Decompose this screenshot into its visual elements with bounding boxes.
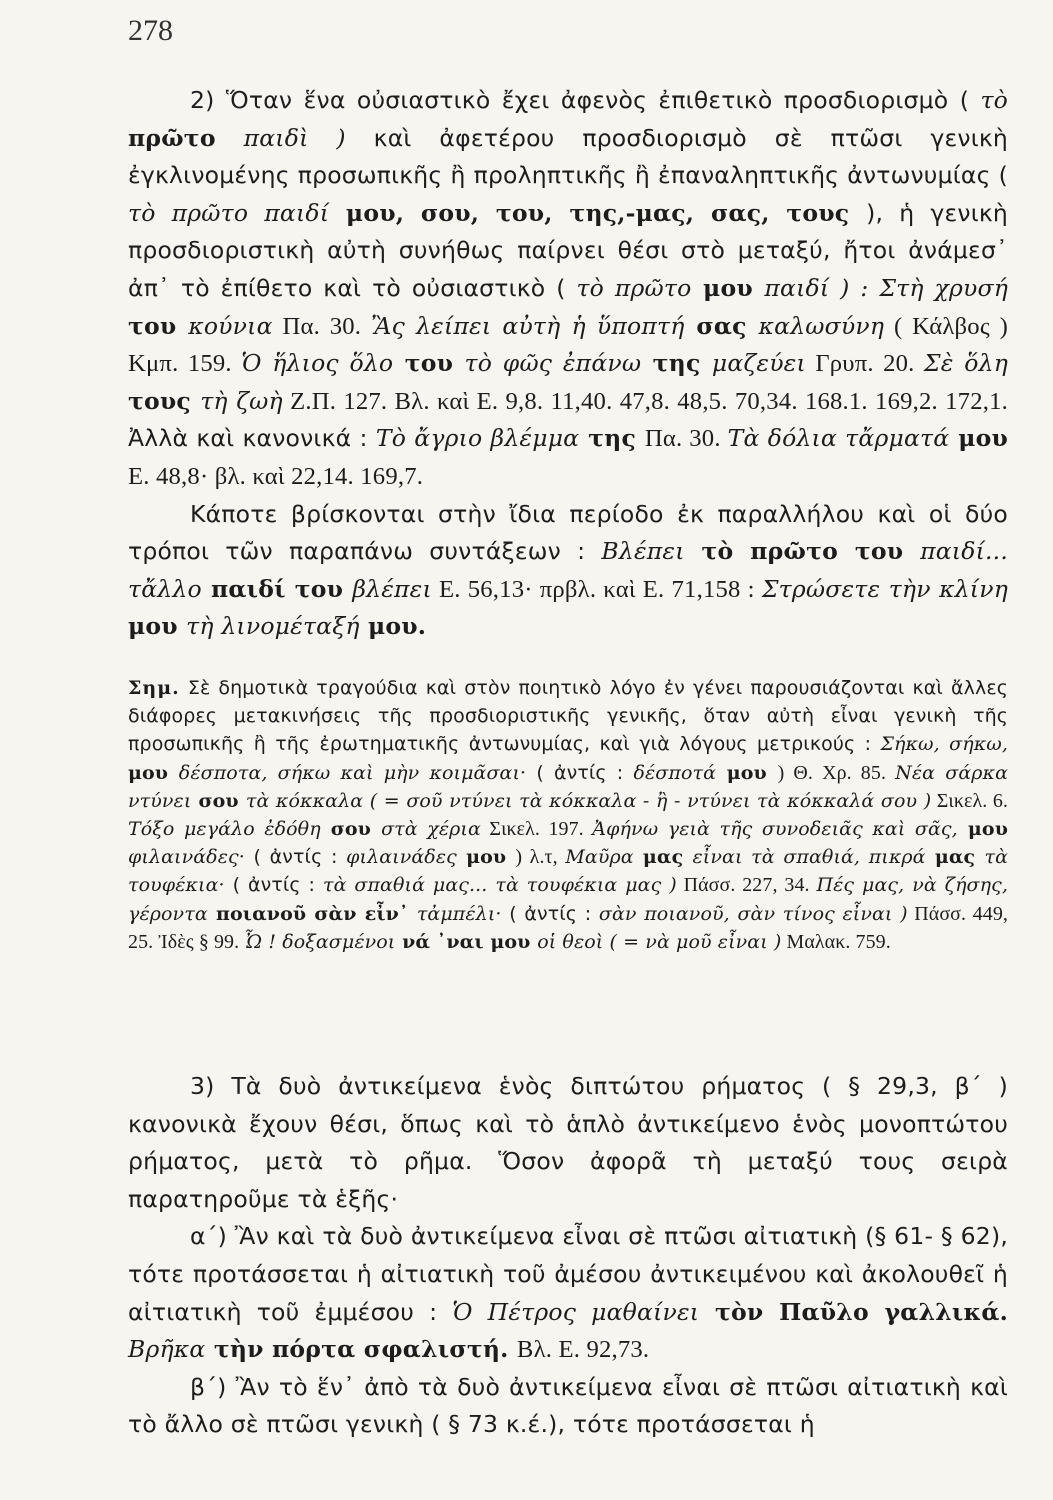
text: Ἀλλὰ καὶ κανονικά : bbox=[128, 424, 376, 453]
example-bold: παιδί του bbox=[201, 574, 353, 603]
example: Ὁ ἥλιος ὅλο bbox=[241, 349, 394, 378]
example-bold: του bbox=[128, 311, 189, 340]
reference: Ε. 56,13· πρβλ. καὶ Ε. 71,158 : bbox=[431, 575, 762, 603]
example-bold: σας bbox=[684, 311, 759, 340]
example: δέσποτά bbox=[633, 761, 717, 784]
example-bold: μου bbox=[128, 761, 179, 784]
example-bold: μου bbox=[949, 424, 1008, 453]
example: Σὲ ὅλη bbox=[923, 349, 1008, 378]
example-bold: της bbox=[579, 424, 645, 453]
example: τὴ ζωὴ bbox=[200, 386, 283, 415]
note-paragraph bbox=[128, 674, 1008, 956]
example: Ὁ Πέτρος μαθαίνει bbox=[452, 1297, 700, 1326]
example-bold: τὸν Παῦλο γαλλικά. bbox=[699, 1297, 1008, 1326]
example-bold: πρῶτο bbox=[128, 123, 216, 152]
example: τὸ πρῶτο bbox=[576, 273, 692, 302]
section-3-paragraph-a bbox=[128, 1218, 1008, 1368]
example: Τὸ ἄγριο βλέμμα bbox=[375, 424, 580, 453]
reference: Πάσσ. 227, 34. bbox=[676, 874, 817, 897]
example: Σήκω, σήκω, bbox=[880, 733, 1008, 756]
reference: Πάσσ. 449, 25. Ἰδὲς § 99. bbox=[128, 902, 1009, 953]
example: τὸ bbox=[980, 86, 1008, 114]
reference: Ε. 48,8· βλ. καὶ 22,14. 169,7. bbox=[128, 462, 424, 490]
example: Τόξο μεγάλο ἐδόθη bbox=[128, 818, 321, 841]
example-bold: μας bbox=[633, 846, 693, 869]
section-3-paragraph-1: 3) Τὰ δυὸ ἀντικείμενα ἑνὸς διπτώτου ρήματος ( § 29,3, β´ ) κανονικὰ ἔχουν θέσι, ὅπως καὶ τὸ ἁπλὸ ἀντικείμενο ἑνὸς μονοπτώτου ρήματος, μετὰ τὸ ρῆμα. Ὅσον ἀφορᾶ τὴ μεταξύ τους σειρὰ παρατηροῦμε τὰ ἑξῆς· bbox=[128, 1072, 1008, 1213]
text: ( ἀντίς : bbox=[244, 846, 347, 869]
reference: Βλ. Ε. 92,73. bbox=[516, 1336, 650, 1364]
text: α´) Ἂν καὶ τὰ δυὸ ἀντικείμενα εἶναι σὲ πτῶσι αἰτιατικὴ (§ 61- § 62), τότε προτάσσεται ἡ αἰτιατικὴ τοῦ ἀμέσου ἀντικειμένου καὶ ἀκολουθεῖ ἡ αἰτιατικὴ τοῦ ἐμμέσου : bbox=[128, 1222, 1008, 1326]
text: καὶ ἀφετέρου προσδιορισμὸ σὲ πτῶσι γενικὴ ἐγκλινομένης προσωπικῆς ἢ προληπτικῆς ἢ ἐπαναληπτικῆς ἀντωνυμίας ( bbox=[128, 123, 1008, 190]
example: τὸ πρῶτο παιδί bbox=[128, 198, 330, 227]
reference: ) Θ. Χρ. 85. bbox=[777, 761, 896, 784]
example-bold: μου bbox=[957, 818, 1008, 841]
reference: Πα. 30. bbox=[644, 425, 728, 453]
example: στὰ χέρια bbox=[381, 818, 481, 841]
example: παιδί... τἄλλο bbox=[128, 537, 1008, 603]
example-bold: του bbox=[393, 349, 465, 378]
text: ), ἡ γενικὴ προσδιοριστικὴ αὐτὴ συνήθως παίρνει θέσι στὸ μεταξύ, ἤτοι ἀνάμεσ᾽ ἀπ᾽ τὸ ἐπίθετο καὶ τὸ οὐσιαστικὸ ( bbox=[128, 198, 1008, 302]
example: οἱ θεοὶ ( = νὰ μοῦ εἶναι ) bbox=[537, 930, 782, 953]
text: ( ἀντίς : bbox=[501, 902, 599, 925]
example: Μαῦρα bbox=[565, 846, 634, 869]
page-number: 278 bbox=[128, 14, 173, 47]
text: ( ἀντίς : bbox=[224, 874, 323, 897]
example: Βλέπει bbox=[601, 537, 685, 566]
example-bold: μας bbox=[925, 846, 985, 869]
example: καλωσύνη bbox=[758, 311, 885, 340]
text: Σὲ δημοτικὰ τραγούδια καὶ στὸν ποιητικὸ λόγο ἐν γένει παρουσιάζονται καὶ ἄλλες διάφορες μετακινήσεις τῆς προσδιοριστικῆς γενικῆς, ὅταν αὐτὴ εἶναι γενικὴ τῆς προσωπικῆς ἢ τῆς ἐρωτηματικῆς ἀντωνυμίας, καὶ γιὰ λόγους μετρικούς : bbox=[128, 677, 1008, 756]
example-bold: μου bbox=[716, 761, 778, 784]
example: δέσποτα, σήκω καὶ μὴν κοιμᾶσαι· bbox=[178, 761, 527, 784]
note-label: Σημ. bbox=[128, 677, 180, 699]
note-section bbox=[128, 674, 1008, 956]
example-bold: μου bbox=[456, 846, 516, 869]
example: βλέπει bbox=[352, 574, 432, 603]
example: παιδί ) : Στὴ χρυσή bbox=[764, 273, 1008, 302]
example: Νέα σάρκα ντύνει bbox=[128, 761, 1009, 812]
section-2-paragraph-2 bbox=[128, 496, 1008, 646]
example-bold: σου bbox=[191, 789, 246, 812]
example: φιλαινάδες· bbox=[128, 846, 245, 869]
example: τὴ λινομέταξή bbox=[186, 612, 360, 641]
example-bold: της bbox=[641, 349, 712, 378]
example: Βρῆκα bbox=[128, 1335, 206, 1364]
example: σὰν ποιανοῦ, σὰν τίνος εἶναι ) bbox=[598, 902, 908, 925]
section-2-paragraph-1 bbox=[128, 82, 1008, 496]
text: Κάποτε βρίσκονται στὴν ἴδια περίοδο ἐκ παραλλήλου καὶ οἱ δύο τρόποι τῶν παραπάνω συντάξεων : bbox=[128, 499, 1008, 566]
reference: Πα. 30. bbox=[272, 312, 371, 340]
section-2 bbox=[128, 82, 1008, 646]
reference: ) λ.τ, bbox=[515, 846, 566, 869]
example-bold: μου, σου, του, της,-μας, σας, τους bbox=[329, 198, 867, 227]
example: Τὰ δόλια τἄρματά bbox=[727, 424, 950, 453]
example: παιδὶ ) bbox=[243, 123, 346, 152]
example: Ἀφήνω γειὰ τῆς συνοδειᾶς καὶ σᾶς, bbox=[592, 818, 958, 841]
example-bold: τὸ πρῶτο του bbox=[684, 537, 921, 566]
example-bold: τους bbox=[128, 386, 201, 415]
reference: Σικελ. 197. bbox=[480, 818, 593, 841]
example-bold: νά ᾽ναι μου bbox=[395, 930, 538, 953]
example: τὸ φῶς ἐπάνω bbox=[464, 349, 642, 378]
section-3 bbox=[128, 1068, 1008, 1444]
example-bold: σου bbox=[320, 818, 382, 841]
example: Στρώσετε τὴν κλίνη bbox=[761, 574, 1008, 603]
reference: Γρυπ. 20. bbox=[805, 350, 924, 378]
example: τὰ σπαθιά μας... τὰ τουφέκια μας ) bbox=[322, 874, 677, 897]
reference: Σικελ. 6. bbox=[931, 789, 1008, 812]
reference: Ζ.Π. 127. Βλ. καὶ Ε. 9,8. 11,40. 47,8. 48,5. 70,34. 168.1. 169,2. 172,1. bbox=[282, 387, 1008, 415]
example-bold: ποιανοῦ σὰν εἶν᾽ bbox=[207, 902, 417, 925]
text: ( ἀντίς : bbox=[526, 761, 634, 784]
example: Ὦ ! δοξασμένοι bbox=[244, 930, 396, 953]
example-bold: μου bbox=[691, 273, 765, 302]
reference: ( Κάλβος ) Κμπ. 159. bbox=[128, 312, 1009, 378]
example: Πές μας, νὰ ζήσης, γέροντα bbox=[128, 874, 1008, 925]
text: 2) Ὅταν ἕνα οὐσιαστικὸ ἔχει ἀφενὸς ἐπιθετικὸ προσδιορισμὸ ( bbox=[190, 86, 981, 114]
example: Ἂς λείπει αὐτὴ ἡ ὕποπτή bbox=[370, 311, 685, 340]
example: φιλαινάδες bbox=[346, 846, 457, 869]
example: εἶναι τὰ σπαθιά, πικρά bbox=[692, 846, 926, 869]
example: τὰ κόκκαλα ( = σοῦ ντύνει τὰ κόκκαλα - ἢ - ντύνει τὰ κόκκαλά σου ) bbox=[245, 789, 932, 812]
example-bold: μου. bbox=[359, 612, 427, 641]
reference: Μαλακ. 759. bbox=[781, 930, 891, 953]
example: τὰ τουφέκια· bbox=[128, 846, 1008, 897]
example-bold: μου bbox=[128, 612, 187, 641]
example: μαζεύει bbox=[711, 349, 806, 378]
section-3-paragraph-b: β´) Ἂν τὸ ἕν᾽ ἀπὸ τὰ δυὸ ἀντικείμενα εἶναι σὲ πτῶσι αἰτιατικὴ καὶ τὸ ἄλλο σὲ πτῶσι γενικὴ ( § 73 κ.έ.), τότε προτάσσεται ἡ bbox=[128, 1372, 1008, 1439]
example-bold: τὴν πόρτα σφαλιστή. bbox=[205, 1335, 517, 1364]
example: κούνια bbox=[188, 311, 273, 340]
example: τἀμπέλι· bbox=[416, 902, 502, 925]
